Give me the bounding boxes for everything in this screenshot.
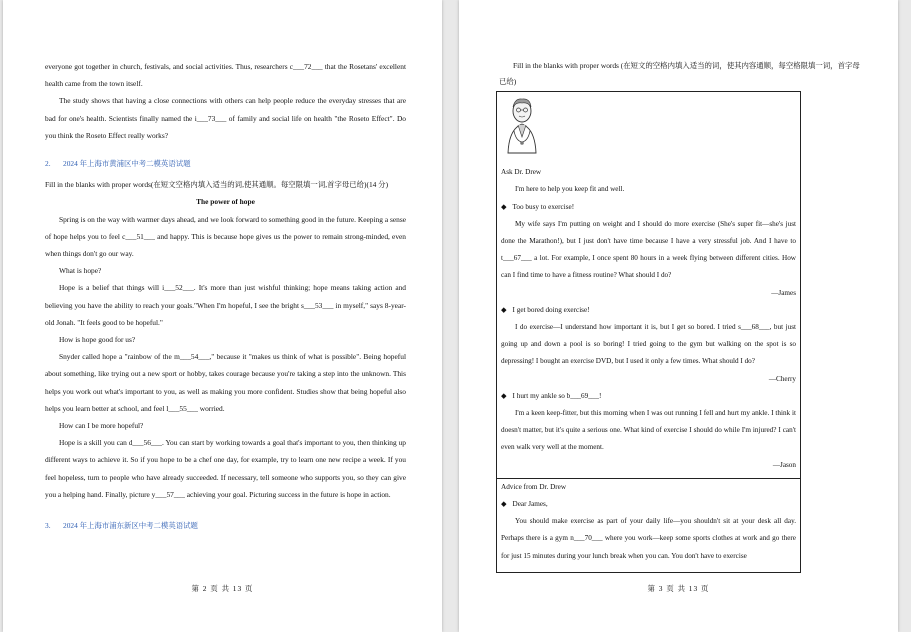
paragraph: Snyder called hope a "rainbow of the m___54___," because it "makes us think of what is possible". Being hopeful about something, like trying out a new sport or hobby, takes courage because you're taking a step into the unknown. This helps you work out what's important to you, as well as making you more confident. Studies show that being hopeful also helps you learn better at school, and feel l___55___ worried. — [45, 352, 406, 413]
letter-signature: —James — [771, 288, 796, 297]
diamond-bullet-icon: ◆ — [501, 500, 507, 509]
advice-salutation: ◆ Dear James, — [501, 500, 548, 509]
page-3 — [459, 0, 898, 632]
section-title: 2024 年上海市浦东新区中考二模英语试题 — [63, 521, 198, 531]
paragraph: everyone got together in church, festivals, and social activities. Thus, researchers c___72___ that the Rosetans' excellent health came from the town itself. — [45, 62, 406, 89]
section-title: 2024 年上海市黄浦区中考二模英语试题 — [63, 159, 191, 169]
passage-title: The power of hope — [196, 197, 255, 207]
question-heading: How can I be more hopeful? — [59, 421, 144, 431]
ask-header: Ask Dr. Drew — [501, 168, 542, 177]
letters-box — [496, 91, 801, 573]
section-heading[interactable] — [45, 155, 406, 172]
letter-body: My wife says I'm putting on weight and I should do more exercise (She's super fit—she's just done the Marathon!), but I just don't have time because I have a very stressful job. And I have to t___67___ a lot. For example, I once spent 80 hours in a week flying between different cities. How can I find time to have a fitness routine? What should I do? — [501, 219, 796, 280]
intro-text: I'm here to help you keep fit and well. — [515, 185, 625, 194]
paragraph: The study shows that having a close connections with others can help people reduce the everyday stresses that are bad for one's health. Scientists finally named the i___73___ of family and social life on health "the Roseto Effect". Do you think the Roseto Effect really works? — [45, 96, 406, 140]
question-heading: How is hope good for us? — [59, 335, 136, 345]
letter-heading: ◆ Too busy to exercise! — [501, 202, 575, 211]
section-number: 2. — [45, 159, 51, 169]
diamond-bullet-icon: ◆ — [501, 391, 507, 400]
page-footer: 第 2 页 共 13 页 — [191, 584, 254, 593]
paragraph: Hope is a belief that things will i___52___. It's more than just wishful thinking; hope means taking action and believing you have the ability to reach your goals."When I'm hopeful, I see the bright s___53___ in myself," says 8-year-old Jonah. "It feels good to be hopeful." — [45, 283, 406, 327]
instruction: Fill in the blanks with proper words(在短文空格内填入适当的词,使其通顺。每空限填一词,首字母已给)(14 分) — [45, 180, 389, 190]
advice-body: You should make exercise as part of your daily life—you shouldn't sit at your desk all day. Perhaps there is a gym n___70___ where you work—keep some sports clothes at work and go there for just 15 minutes during your lunch break when you can. You don't have to exercise — [501, 517, 796, 560]
diamond-bullet-icon: ◆ — [501, 202, 507, 211]
page-2 — [3, 0, 442, 632]
letter-heading: ◆ I get bored doing exercise! — [501, 305, 590, 314]
paragraph: Spring is on the way with warmer days ahead, and we look forward to something good in the future. Keeping a sense of hope helps you to feel c___51___ and happy. This is because hope gives us the power to remain strong-minded, even when things don't go our way. — [45, 214, 406, 259]
letter-signature: —Jason — [772, 460, 796, 469]
section-heading[interactable] — [45, 517, 406, 534]
instruction: Fill in the blanks with proper words (在短文的空格内填入适当的词，使其内容通顺，每空格限填一词，首字母已给) — [499, 61, 860, 86]
letter-heading: ◆ I hurt my ankle so b___69___! — [501, 391, 602, 400]
page-2-content — [45, 58, 406, 538]
section-number: 3. — [45, 521, 51, 531]
letter-signature: —Cherry — [768, 374, 796, 383]
page-footer: 第 3 页 共 13 页 — [647, 584, 710, 593]
letter-body: I do exercise—I understand how important it is, but I get so bored. I tried s___68___, but just going up and down a pool is so boring! I tried going to the gym but walking on the spot is so depressing! I bought an exercise DVD, but I used it only a few times. What should I do? — [501, 323, 796, 366]
advice-header: Advice from Dr. Drew — [501, 482, 567, 491]
diamond-bullet-icon: ◆ — [501, 305, 507, 314]
doctor-portrait-icon — [503, 95, 541, 157]
paragraph: Hope is a skill you can d___56___. You can start by working towards a goal that's important to you, then thinking up different ways to achieve it. So if you hope to be a chef one day, for example, try to learn one new recipe a week. If you feel hopeless, turn to people who have already succeeded. If necessary, tell someone who supports you, so they can give you a helping hand. Finally, picture y___57___ achieving your goal. Picturing success in the future is hope in action. — [45, 438, 406, 499]
letter-body: I'm a keen keep-fitter, but this morning when I was out running I fell and hurt my ankle. I think it doesn't matter, but it's quite a serious one. What kind of exercise I should do while I'm injured? I can't even walk very well at the moment. — [501, 409, 796, 452]
question-heading: What is hope? — [59, 266, 102, 276]
